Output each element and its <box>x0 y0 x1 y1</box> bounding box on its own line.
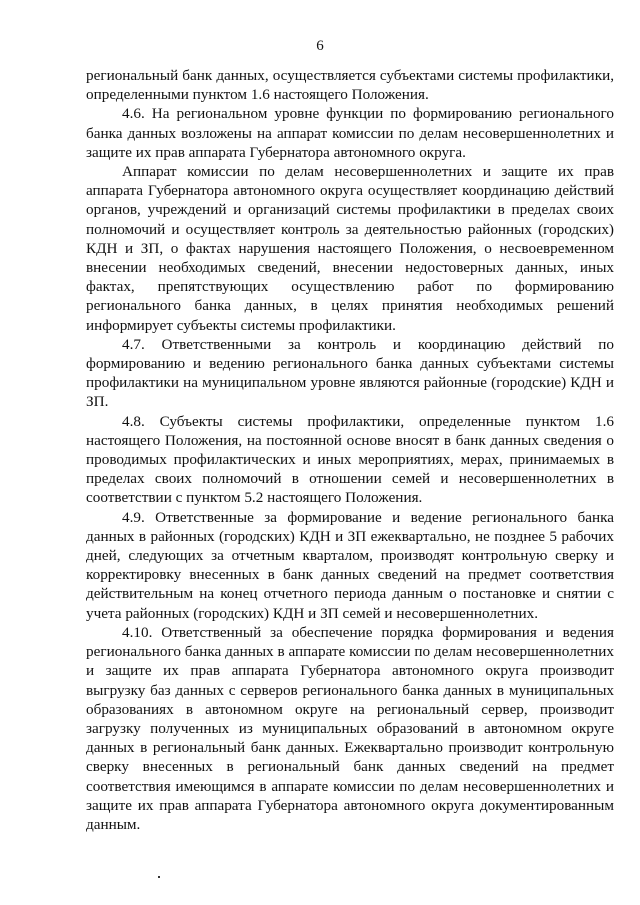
paragraph-4-6: 4.6. На региональном уровне функции по формированию регионального банка данных возложены на аппарат комиссии по делам несовершеннолетних и защите их прав аппарата Губернатора автономного округа. <box>86 105 614 161</box>
paragraph-apparat: Аппарат комиссии по делам несовершеннолетних и защите их прав аппарата Губернатора автономного округа осуществляет координацию действий органов, учреждений и организаций системы профилактики в пределах своих полномочий и осуществляет контроль за деятельностью районных (городских) КДН и ЗП, о фактах нарушения настоящего Положения, о несвоевременном внесении необходимых сведений, внесении недостоверных данных, иных фактах, препятствующих осуществлению работ по формированию регионального банка данных, в целях принятия необходимых решений информирует субъекты системы профилактики. <box>86 163 614 334</box>
paragraph-4-7: 4.7. Ответственными за контроль и координацию действий по формированию и ведению регионального банка данных субъектами системы профилактики на муниципальном уровне являются районные (городские) КДН и ЗП. <box>86 335 614 411</box>
document-body <box>86 66 614 834</box>
paragraph-4-9: 4.9. Ответственные за формирование и ведение регионального банка данных в районных (городских) КДН и ЗП ежеквартально, не позднее 5 рабочих дней, следующих за отчетным кварталом, производят контрольную сверку и корректировку внесенных в банк данных сведений на предмет соответствия действительным на конец отчетного периода данным о постановке и снятии с учета районных (городских) КДН и ЗП семей и несовершеннолетних. <box>86 508 614 622</box>
page-number: 6 <box>316 38 324 54</box>
scan-dot <box>158 876 160 878</box>
paragraph-continuation: региональный банк данных, осуществляется субъектами системы профилактики, определенными пунктом 1.6 настоящего Положения. <box>86 67 614 104</box>
paragraph-4-8: 4.8. Субъекты системы профилактики, определенные пунктом 1.6 настоящего Положения, на постоянной основе вносят в банк данных сведения о проводимых профилактических и иных мероприятиях, мерах, принимаемых в пределах своих полномочий в отношении семей и несовершеннолетних в соответствии с пунктом 5.2 настоящего Положения. <box>86 412 614 507</box>
paragraph-4-10: 4.10. Ответственный за обеспечение порядка формирования и ведения регионального банка данных в аппарате комиссии по делам несовершеннолетних и защите их прав аппарата Губернатора автономного округа производит выгрузку баз данных с серверов регионального банка данных в муниципальных образованиях в автономном округе на региональный сервер, производит загрузку полученных из муниципальных образований в автономном округе данных в региональный банк данных. Ежеквартально производит контрольную сверку внесенных в региональный банк данных сведений на предмет соответствия имеющимся в аппарате комиссии по делам несовершеннолетних и защите их прав аппарата Губернатора автономного округа документированным данным. <box>86 623 614 833</box>
